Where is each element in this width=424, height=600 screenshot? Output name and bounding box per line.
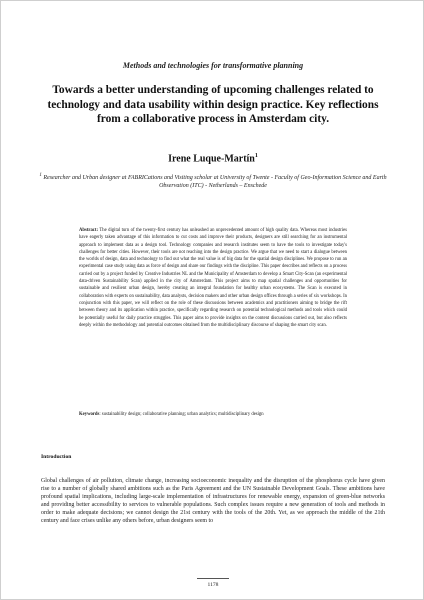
running-header: Methods and technologies for transformative planning bbox=[122, 61, 304, 70]
affiliation bbox=[29, 172, 397, 190]
keywords-text: : sustainability design; collaborative planning; urban analytics; multidisciplinary design bbox=[99, 412, 264, 417]
affiliation-mark: 1 bbox=[39, 173, 42, 178]
author-name: Irene Luque-Martín bbox=[168, 153, 255, 165]
introduction-text: Global challenges of air pollution, climate change, increasing socioeconomic inequality and the disruption of the phosphorus cycle have given rise to a number of globally shared ambitions such as the Paris Agreement and the UN Sustainable Development Goals. These ambitions have profound spatial implications, including large-scale implementation of infrastructures for renewable energy, expansion of green-blue networks and providing better accessibility to services to vulnerable populations. Such complex issues require a new generation of tools and methods in order to make adequate decisions; we cannot design the 21st century with the tools of the 20th. Yet, as we approach the middle of the 21th century and face crises unlike any others before, urban designers seem to bbox=[41, 478, 385, 524]
affiliation-text: Researcher and Urban designer at FABRICations and Visiting scholar at University of Twente - Faculty of Geo-Information Science and Earth Observation (ITC) - Netherlands – Enschede bbox=[43, 175, 387, 190]
abstract bbox=[79, 227, 347, 329]
abstract-label: Abstract: bbox=[79, 228, 99, 233]
author-line bbox=[1, 153, 424, 164]
keywords-label: Keywords bbox=[79, 412, 100, 417]
page-number: 1178 bbox=[207, 582, 219, 588]
keywords bbox=[79, 411, 347, 418]
abstract-text: The digital turn of the twenty-first century has unleashed an unprecedented amount of high quality data. Whereas most industries have eagerly taken advantage of this information to cut costs and improve their products, designers are still searching for an instrumental approach to implement data as a design tool. Technology companies and research institutes seem to have the tools to investigate today's challenges for better cities. However, their tools are not reaching into the design practice. We argue that we need to start a dialogue between the worlds of design, data and technology to find out what the real value is of big data for the spatial design disciplines. We propose to run an experimental case study using data as force of design and share our findings with the discipline. This paper describes and reflects on a process carried out by a project funded by Creative Industries NL and the Municipality of Amsterdam to develop a Smart City-Scan (an experimental data-driven Sustainability Scan) applied in the city of Amsterdam. This project aims to map spatial challenges and opportunities for sustainable and resilient urban design, hereby creating an integral foundation for healthy urban ecosystems. The Scan is executed in collaboration with experts on sustainability, data analysts, decision makers and other urban design offices through a series of six workshops. In conjunction with this paper, we will reflect on the role of these discussions between academics and practitioners aiming to bridge the rift between theory and its application within practice, specifically regarding research on potential technological methods and tools which could be potentially useful for daily practice struggles. This paper aims to provide insights on the content discussions carried out, but also reflects deeply within the methodology and potential outcomes obtained from the multidisciplinary discourse of shaping the smart city scan. bbox=[79, 228, 347, 328]
paper-title: Towards a better understanding of upcoming challenges related to technology and data usability within design practice. Key reflections from a collaborative process in Amsterdam city. bbox=[47, 84, 379, 126]
section-heading-introduction: Introduction bbox=[41, 454, 72, 460]
author-mark: 1 bbox=[254, 153, 258, 159]
footer-rule bbox=[197, 578, 229, 579]
